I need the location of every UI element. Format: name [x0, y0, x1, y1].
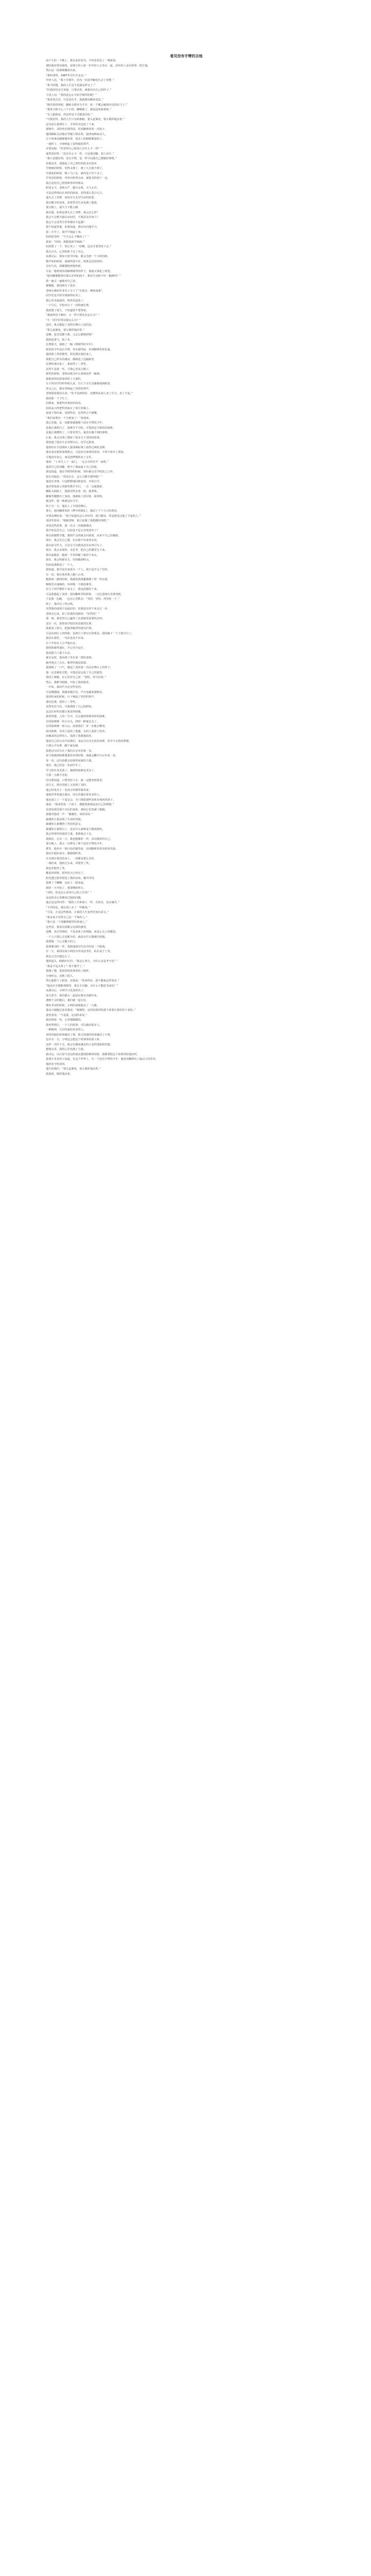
paragraph: 梦里，他坐在一架白色的钢琴前，用双脚弹奏着美妙的乐曲。 [46, 847, 119, 851]
paragraph: 我知道了他在失去双臂以后，还学过游泳。 [46, 441, 97, 444]
paragraph: 于是我一边跑，一边在心里默念：“坚持，坚持，再坚持一下。” [46, 598, 120, 601]
paragraph: 他笑着回答：“没有什么不一样，只是我用脚，别人用手。” [46, 152, 114, 156]
paragraph: “刘伟，你是怎么看待自己的人生的？” [46, 891, 92, 894]
paragraph: 后来，我又在网上搜索了很多关于刘伟的故事。 [46, 436, 102, 439]
paragraph: 一个月后，学校举办了一次绘画比赛。 [46, 304, 92, 307]
paragraph: 那天晚上，我久久不能入睡。 [46, 206, 81, 209]
paragraph: 是啊，连尝试都不敢，又怎么能精彩呢？ [46, 333, 94, 336]
paragraph: 现在，我已经是一名初中生了。 [46, 764, 83, 767]
paragraph: 他失去了双臂，却没有失去对生活的热爱。 [46, 196, 97, 199]
paragraph: 我站在那里，一句话也说不出来。 [46, 637, 86, 640]
paragraph: 虽然不是第一名，可我心里高兴极了。 [46, 367, 92, 371]
paragraph: 脚被琴键磨出了血泡，他就贴上创可贴，接着练。 [46, 495, 105, 498]
paragraph: 他用自己的行动告诉我们，命运可以夺走你的双臂，但夺不走你的梦想。 [46, 739, 132, 743]
paragraph: 一曲终了，全场响起了雷鸣般的掌声。 [46, 142, 92, 146]
paragraph: 我会带着你给我的力量，勇敢地走下去。 [46, 833, 94, 836]
paragraph: 我的脸一下子红了。 [46, 397, 70, 400]
paragraph: “我叫刘伟，1987年出生在北京。” [46, 74, 87, 77]
paragraph: 这比任何奖状都让我觉得骄傲。 [46, 710, 83, 714]
paragraph: 我要做一个心灵健全的人。 [46, 940, 78, 943]
paragraph: 那时我对着电视机，看到主持人和一位年轻人正坐在一起，而年轻人身旁放着一把吉他。 [46, 64, 150, 67]
paragraph: 主持人问：“那你是怎么开始学钢琴的呢？” [46, 93, 97, 97]
paragraph: 我突然明白，一个人的故事，可以感动很多人。 [46, 1023, 102, 1027]
paragraph: 他用自己的双脚，推开了那扇属于自己的窗。 [46, 465, 99, 469]
paragraph: 那一刻，我觉得自己赢得了比成绩更重要的东西。 [46, 617, 105, 620]
paragraph: 台下的观众静静地听着，很多人的眼眶都湿润了。 [46, 138, 105, 141]
paragraph: 我会不会整天躲在房间里，不愿意见任何人？ [46, 216, 99, 219]
paragraph: 我准备了很久，把演讲稿背得滚瓜烂熟。 [46, 627, 94, 630]
paragraph: 我站在他的身旁，静静地听着。 [46, 852, 83, 855]
paragraph: 老师走过来，拍了拍我的肩膀说：“好样的！” [46, 612, 99, 616]
paragraph: 我深吸了一口气，想起了刘伟第一次站在舞台上的样子。 [46, 666, 113, 669]
paragraph: 这些话，我每次读都会有新的感受。 [46, 925, 89, 929]
paragraph: 只要心中有梦，脚下就有路。 [46, 744, 81, 748]
paragraph: 也许有一天，小明也会把这个故事讲给别人听。 [46, 1038, 102, 1041]
paragraph: “可是，正是这些挑战，让我的人生变得更加有意义。” [46, 911, 109, 914]
paragraph: 现在，我会先自己想，实在想不出来再去问。 [46, 539, 99, 542]
paragraph: 妈妈说我像变了一个人。 [46, 563, 76, 567]
paragraph: 从那以后，小明学习更加用功了。 [46, 989, 86, 992]
paragraph: 然后是一段视频播放出来。 [46, 69, 78, 72]
paragraph: 每天放学，我们都会一起留在教室里做作业。 [46, 994, 99, 997]
paragraph: 每一次，这句话都会给我带来新的力量。 [46, 759, 94, 762]
paragraph: “但我的母亲告诉我，只要活着，就要活出自己的样子。” [46, 89, 112, 92]
paragraph: 每当我遇到困难想要放弃的时候，我就会翻开日记本看一看。 [46, 754, 119, 757]
paragraph: 时间太少，老师太严，题目太难，天气太冷。 [46, 187, 99, 190]
paragraph: 我把刘伟的故事讲给了大家听。 [46, 377, 83, 381]
paragraph: “我只是想证明，没有手臂，也一样可以做自己想做的事情。” [46, 157, 117, 160]
paragraph: 评委高晓松说：“我不知道该怎么评价你，我只能说，你是我见过最了不起的人。” [46, 514, 141, 518]
paragraph: 阳光透过窗帘照进了我的房间，暖洋洋的。 [46, 876, 97, 880]
paragraph: 我以前写作文，总是写几句就说没有东西可写了。 [46, 544, 105, 547]
paragraph: 是他让我懂得了，只要肯努力，就没有做不到的事情。 [46, 431, 110, 434]
paragraph: 台下的同学们听得很认真，有几个女生还偷偷地抹眼泪。 [46, 382, 113, 385]
paragraph: 谢谢你让我看到了生命的坚强。 [46, 818, 83, 821]
paragraph: 他的名字叫刘伟。 [46, 1062, 68, 1066]
paragraph: 他已经成为了一名真正的钢琴演奏家。 [46, 788, 92, 792]
paragraph: 我要让更多的人知道，在这个世界上，有一个没有手臂的少年，他用双脚弹出了最动人的乐章。 [46, 1058, 158, 1061]
paragraph: 读着这些故事，我一次又一次地被感动。 [46, 524, 94, 528]
paragraph: 虽然名次不高，可我战胜了自己的胆怯。 [46, 705, 94, 708]
paragraph: 我把这句话写在了我的日记本的第一页。 [46, 749, 94, 753]
paragraph: 他抬起头，眼睛红红的：“我这么努力，为什么还是考不好？” [46, 960, 119, 963]
paragraph: 他说：“我希望每一个孩子，都能勇敢地追求自己的梦想。” [46, 803, 114, 806]
paragraph: 我知道，我并没有变成另一个人，我只是学会了坚持。 [46, 568, 110, 571]
paragraph: 我想了想，把刘伟的故事讲给了他听。 [46, 970, 92, 973]
paragraph: 我以前跑步，跑到一半觉得累了就停下来走。 [46, 553, 99, 557]
paragraph: 妈妈很奇怪：“今天怎么不赖床了？” [46, 235, 89, 239]
paragraph: “我们家要出一个小画家了！”爸爸说。 [46, 416, 92, 420]
paragraph: “要么赶紧死，要么精彩地活着。” [46, 328, 85, 332]
paragraph: 老师摸着我的头说：“你不仅画得好，还懂得从别人身上学习，真了不起。” [46, 392, 133, 395]
paragraph: 我心里想，这一切都要感谢那个没有手臂的少年。 [46, 421, 105, 425]
paragraph: 而像刘伟这样的人，选择了勇敢地面对。 [46, 735, 94, 738]
paragraph: “可我觉得，我的人生只有两条路，要么赶紧死，要么精彩地活着。” [46, 118, 125, 121]
paragraph: 他到世界各地去演出，用音乐感动着更多的人。 [46, 793, 102, 796]
paragraph: 学英语的时候，背单词背得头疼，就把书扔到了一边。 [46, 177, 110, 180]
paragraph: “有人跟我说，你这样是不可能成功的。” [46, 113, 93, 116]
paragraph: 视频中，刘伟坐在钢琴前，用双脚弹奏着一首曲子。 [46, 128, 108, 131]
paragraph: “刚开始的时候，脚趾头根本分不开，按一个键会碰到旁边的好几个。” [46, 103, 128, 107]
paragraph: 他本来还想参加残奥会，可是因为身体的原因，不得不放弃了游泳。 [46, 451, 126, 454]
paragraph: 那天晚上，我又一次梦见了那个没有手臂的少年。 [46, 842, 105, 845]
paragraph: “不同的是，我比别人多了一些挑战。” [46, 906, 90, 909]
paragraph: 学游泳的时候，喝了几口水，就再也不肯下水了。 [46, 172, 105, 175]
paragraph: 看到这里，我想起了自己曾经的很多次放弃。 [46, 162, 99, 165]
paragraph: 这时，我又想起了刘伟在舞台上说的话。 [46, 324, 94, 327]
paragraph: 比赛那天，我画了一幅《弹钢琴的少年》。 [46, 343, 95, 346]
paragraph: 我伸了个懒腰，从床上一跃而起。 [46, 882, 86, 885]
paragraph: 一个人只要心灵是健全的，就没有什么能够打倒他。 [46, 935, 108, 939]
paragraph: 爸爸下班回来，看到奖状，也笑得合不拢嘴。 [46, 412, 99, 415]
paragraph: 我常常想，人的一生中，总会遇到各种各样的困难。 [46, 715, 108, 718]
paragraph: 他的脚趾灵活地在琴键上移动着，旋律流畅而动人。 [46, 132, 108, 136]
paragraph: 可他没有灰心，而是把梦想转向了音乐。 [46, 455, 94, 459]
paragraph: 想到这里，我的心里充满了力量。 [46, 1048, 86, 1051]
paragraph: 前几天，我在电视上又看到了刘伟。 [46, 784, 89, 787]
paragraph: 他的脸上带着微笑，阳光洒在他的身上。 [46, 353, 94, 356]
paragraph: 然后他擦干了眼泪，对我说：“你说得对，我不能就这样放弃。” [46, 979, 120, 982]
paragraph: 遇到不会的题目，我们就一起讨论。 [46, 999, 89, 1002]
paragraph: 还有一次，我参加学校的英语演讲比赛。 [46, 622, 94, 625]
paragraph: 我决定，以后每当身边的朋友遇到困难的时候，我都要把这个故事讲给他们听。 [46, 1053, 140, 1056]
paragraph: 同学们也开始夸我画得好看了。 [46, 294, 83, 297]
paragraph: “我从来不觉得自己是一个残疾人。” [46, 916, 88, 919]
paragraph: 我有健全的身体，却常常对生活充满了抱怨。 [46, 201, 99, 205]
paragraph: 我相信，总有一天，我也能像你一样，活出精彩的自己。 [46, 837, 113, 841]
paragraph: 可是站到台上的时候，看到台下黑压压的观众，我的脑子一下子就空白了。 [46, 632, 134, 635]
paragraph: 这样一直传下去，就会有越来越多的人变得勇敢和坚强。 [46, 1043, 113, 1046]
paragraph: 他还成立了一个基金会，专门帮助那些身体有残疾的孩子。 [46, 798, 115, 802]
paragraph: “他没有手都能弹钢琴，我有手有脚，为什么不能把书读好？” [46, 984, 119, 988]
paragraph: 老师在我的作业本上写下了“有进步，继续加油”。 [46, 289, 105, 293]
paragraph: 妈妈高兴得把奖状贴在了客厅的墙上。 [46, 406, 92, 410]
paragraph: 新的一天开始了，我要继续努力。 [46, 886, 86, 890]
paragraph: 终于，我冲过了终点线。 [46, 602, 76, 606]
paragraph: 她冲我点了点头，眼神里满是鼓励。 [46, 661, 89, 665]
paragraph: 我心里美滋滋的，练得更起劲了。 [46, 299, 86, 302]
paragraph: 虽然我的成绩不是最好的，但我没有停下来走过一步。 [46, 607, 110, 611]
paragraph: 我笑着说：“不是我，是刘伟哥哥。” [46, 1013, 88, 1017]
paragraph: 是他让我明白了，困难并不可怕，可怕的是不敢面对困难。 [46, 426, 115, 430]
paragraph: “他用脚都能弹出那么好听的曲子，我用手还画不好一幅画吗？” [46, 275, 121, 278]
paragraph: 我选择，精彩地活着。 [46, 1072, 73, 1076]
paragraph: 学画画的时候，觉得太难了，画了几天就不画了。 [46, 167, 105, 170]
paragraph: 看着电视里那个自信的身影，我的心里充满了敬佩。 [46, 808, 108, 811]
paragraph: 年轻人说，“我十岁那年，因为一次意外触电失去了双臂。” [46, 79, 114, 82]
paragraph: 可是慢慢地，我越来越自信，声音也越来越响亮。 [46, 690, 105, 694]
paragraph: 他总是这样回答：“我的人生和别人一样，有快乐，也有痛苦。” [46, 901, 120, 904]
paragraph: 就这样，他一练就是好几年。 [46, 500, 81, 503]
paragraph: 有一次，我在体育课上跑八百米。 [46, 573, 86, 577]
paragraph: 期末考试的时候，小明的成绩提高了一大截。 [46, 1004, 99, 1007]
paragraph: 月光洒在我们的身上，一切都是那么美好。 [46, 857, 97, 860]
paragraph: “我只是一个用脚弹钢琴的普通人。” [46, 921, 88, 924]
paragraph: 我总是给自己找各种各样的理由。 [46, 181, 86, 185]
paragraph: 我想对他说一声：“谢谢你，刘伟哥哥。” [46, 813, 93, 816]
paragraph: 从那以后，我每天放学回家，都会先画一个小时的画。 [46, 255, 110, 258]
paragraph: 有的困难像一块小石头，轻轻一跨就过去了。 [46, 720, 99, 723]
paragraph: “我每天练习七八个小时，脚磨破了，就包起来接着练。” [46, 108, 112, 111]
paragraph: 我真想马上逃下台去。 [46, 651, 73, 655]
paragraph: 我还知道，他在学钢琴的时候，曾经被音乐学校拒之门外。 [46, 470, 115, 473]
paragraph: 因为我知道，只要坚持下去，就一定能看到希望。 [46, 778, 105, 782]
paragraph: 我走过去问他怎么了。 [46, 955, 73, 958]
paragraph: 校长对他说：“你没有手，怎么可能学钢琴呢？” [46, 475, 103, 479]
paragraph: 终于有一天，他站上了全国的舞台。 [46, 504, 89, 508]
paragraph: 慢慢地，我的画有了进步。 [46, 284, 78, 287]
paragraph: 他一定也紧张过吧，可他还是完成了自己的演奏。 [46, 671, 105, 674]
paragraph: 他告诉我们：“要么赶紧死，要么精彩地活着。” [46, 1067, 101, 1071]
paragraph: 有一天，我的同桌小明因为考试没考好，趴在桌子上哭。 [46, 950, 113, 953]
paragraph: 可是这些理由在刘伟的面前，显得那么苍白无力。 [46, 191, 105, 195]
paragraph: 妈妈愣了一下，然后笑了：“好啊，这次可要坚持下去。” [46, 245, 112, 248]
paragraph: 可我一点都不害怕。 [46, 774, 70, 777]
paragraph: 刘伟用他的故事感动了我，我又用他的故事感动了小明。 [46, 1033, 113, 1037]
paragraph: 学习的任务更重了，遇到的困难也更多了。 [46, 769, 97, 772]
paragraph: 谢谢你让我明白了，没有什么困难是不能战胜的。 [46, 827, 105, 831]
paragraph: 是啊，真正的残疾，不是身体上的残缺，而是心灵上的脆弱。 [46, 930, 119, 934]
paragraph: “万一同学们笑话我怎么办？” [46, 318, 81, 322]
paragraph: 前不久的一个晚上，我在家里看书，不经意看见了一则新闻。 [46, 59, 119, 62]
paragraph: 我把自己所有的感动，都画进了这幅画里。 [46, 358, 97, 361]
paragraph: 讲完之后，教室里响起了热烈的掌声。 [46, 387, 92, 391]
paragraph: 台下开始有人小声地议论。 [46, 641, 78, 645]
paragraph: 我要像刘伟一样，勇敢地面对生活中的每一个挑战。 [46, 945, 108, 948]
paragraph: 我以前做数学题，遇到不会的就去问爸爸，从来不自己动脑筋。 [46, 534, 121, 537]
paragraph: 他曾经在全国残疾人游泳锦标赛上获得过两枚金牌。 [46, 446, 108, 449]
paragraph: 他没有争辩，只是默默地回到家里，开始自学。 [46, 480, 102, 483]
paragraph: 第二天早上，我早早地起了床。 [46, 230, 83, 234]
paragraph: 我们相视一笑，心里都暖暖的。 [46, 1019, 83, 1022]
paragraph: 现在，我会多观察，多思考，把自己的感受写下来。 [46, 549, 108, 552]
paragraph: 一曲结束，他转过头来，冲我笑了笑。 [46, 862, 92, 865]
document-title: 看见没有手臂的吉他 [170, 54, 203, 58]
paragraph: 演讲结束的时候，台下响起了热烈的掌声。 [46, 696, 97, 699]
paragraph: “我是不是太笨了？我不想学了。” [46, 964, 85, 968]
paragraph: 可是一想到刘伟用脚弹钢琴的样子，我就又拿起了画笔。 [46, 269, 113, 273]
paragraph: 那天，他用脚弹奏的《梦中的婚礼》，感动了千千万万的观众。 [46, 510, 120, 513]
paragraph: 评委问他：“你觉得自己和别人有什么不一样？” [46, 147, 103, 150]
paragraph: 然后，我睁开眼睛，开始了我的演讲。 [46, 681, 92, 684]
paragraph: 回到家，我把奖状拿给妈妈看。 [46, 402, 83, 405]
paragraph: 他说：“上帝关上了一扇门，一定会为你打开一扇窗。” [46, 461, 109, 464]
paragraph: 他高兴地跑过来对我说：“谢谢你，是你给我讲的那个故事让我坚持下来的。” [46, 1009, 136, 1012]
paragraph: “我喜欢音乐，可是没有手，我就想用脚来试试。” [46, 98, 104, 101]
paragraph: 面对困难，有的人选择了逃避，有的人选择了放弃。 [46, 730, 108, 733]
document-body [46, 59, 327, 1077]
paragraph: 醒来的时候，窗外的天已经亮了。 [46, 872, 86, 875]
paragraph: 这句话让我愣住了，手里的书也放了下来。 [46, 123, 97, 126]
paragraph: 我的脸涨得通红，手心里全是汗。 [46, 647, 86, 650]
paragraph: 好几个同学都停下来走了，我也很想停下来。 [46, 588, 99, 591]
paragraph: 这是很多记者都问过他的问题。 [46, 896, 83, 900]
paragraph: 我在想，如果是我失去了双臂，我会怎么样？ [46, 211, 99, 214]
paragraph: 画里的少年没有手臂，坐在钢琴前，用双脚弹奏着乐曲。 [46, 348, 113, 351]
paragraph: 我闭上眼睛，在心里对自己说：“别怕，你可以的。” [46, 676, 106, 679]
paragraph: 就在这时，我看到了坐在第一排的老师。 [46, 656, 94, 659]
paragraph: 有好几次，我都想把画笔扔掉。 [46, 265, 83, 268]
paragraph: 现在，我会咬紧牙关，坚持跑到终点。 [46, 558, 92, 562]
paragraph: 刘伟笑着说：“谢谢老师，我只是做了我想做的事情。” [46, 519, 109, 522]
paragraph: 那次比赛，我得了三等奖。 [46, 700, 78, 704]
paragraph: 喉咙里火辣辣的，每呼吸一下都很难受。 [46, 583, 94, 586]
paragraph: 一种精神，可以传递给更多的人。 [46, 1028, 86, 1031]
paragraph: 比赛结果出来了，我获得了二等奖。 [46, 363, 89, 366]
paragraph: 我不知道答案，但我知道，我应该向他学习。 [46, 226, 99, 229]
paragraph: 我说：“妈妈，我想重新学画画。” [46, 240, 85, 244]
paragraph: 我鼓起勇气，报了名。 [46, 338, 73, 342]
paragraph: 脚趾头抽筋了，他就用热水泡一泡，接着练。 [46, 490, 99, 493]
paragraph: “我画得还不够好，万一得不到名次怎么办？” [46, 314, 99, 317]
paragraph: 他对着电视上的钢琴教学节目，一点一点地摸索。 [46, 485, 105, 488]
paragraph: 谢谢你让我懂得了坚持的意义。 [46, 823, 83, 826]
paragraph: 我会不会觉得全世界都对不起我？ [46, 221, 86, 224]
paragraph: “我当时想，我的人生是不是就这样完了。” [46, 83, 96, 87]
paragraph: 刚开始的时候，我画得很不好，线条歪歪扭扭的。 [46, 260, 105, 263]
paragraph: 跑到第二圈的时候，我感觉两条腿像灌了铅一样沉重。 [46, 578, 110, 581]
paragraph: 我也冲他笑了笑。 [46, 867, 68, 870]
paragraph: 我一遍又一遍地对自己说。 [46, 279, 78, 283]
paragraph: 我点点头，心里暗暗下定了决心。 [46, 250, 86, 253]
paragraph: 小明听完，沉默了很久。 [46, 974, 76, 978]
paragraph: 我开始反思自己，以前是不是太容易放弃了？ [46, 529, 99, 532]
paragraph: 有的困难像一座大山，需要我们一步一步地去攀登。 [46, 725, 108, 728]
paragraph: 颁奖的时候，老师问我为什么要画这样一幅画。 [46, 372, 102, 376]
paragraph: 我犹豫了很久，不知道要不要参加。 [46, 309, 89, 312]
paragraph: 可是我想起了刘伟，他用脚练琴的时候，一定比我现在更难受吧。 [46, 592, 124, 596]
paragraph: 一开始，我的声音还有些发抖。 [46, 686, 83, 689]
